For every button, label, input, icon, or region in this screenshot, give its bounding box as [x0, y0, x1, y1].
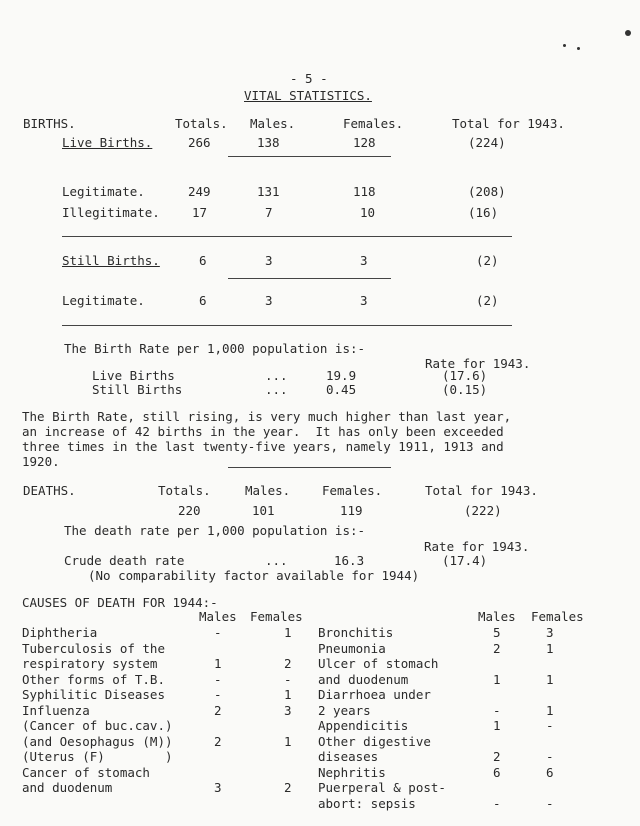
divider [228, 156, 391, 157]
causes-left-col-males: Males [199, 609, 237, 624]
births-row-label: Legitimate. [62, 184, 145, 199]
births-col-totals: Totals. [175, 116, 228, 131]
deaths-col-males: Males. [245, 483, 291, 498]
cause-label: respiratory system [22, 656, 158, 671]
births-row-males: 131 [257, 184, 280, 199]
births-row-totals: 6 [199, 253, 207, 268]
cause-males-count: 1 [214, 656, 222, 671]
births-row-totals: 266 [188, 135, 211, 150]
still-births-rate: 0.45 [326, 382, 357, 397]
cause-females-count: 6 [546, 764, 554, 780]
births-row-label: Still Births. [62, 253, 160, 268]
birth-rate-paragraph-line: 1920. [22, 454, 60, 469]
death-rate-for: Rate for 1943. [424, 539, 530, 554]
cause-males-count: 6 [493, 764, 501, 780]
cause-label: Tuberculosis of the [22, 640, 165, 656]
divider [62, 236, 512, 237]
cause-label: (Uterus (F) ) [22, 749, 173, 764]
cause-females-count: - [546, 749, 554, 764]
ink-speck [625, 30, 631, 36]
births-col-total-for: Total for 1943. [452, 116, 565, 131]
cause-label: diseases [318, 749, 379, 764]
causes-right-col-males: Males [478, 609, 516, 624]
births-row-males: 7 [265, 205, 273, 220]
cause-label: and duodenum [318, 671, 409, 687]
births-row-totals: 6 [199, 293, 207, 308]
cause-label: Ulcer of stomach [318, 656, 439, 671]
deaths-col-totals: Totals. [158, 483, 211, 498]
cause-females-count: 2 [284, 780, 292, 795]
cause-males-count: - [214, 625, 222, 640]
comparability-note: (No comparability factor available for 1944) [88, 568, 420, 583]
deaths-label: DEATHS. [23, 483, 76, 498]
births-row-prev: (2) [476, 293, 499, 308]
live-births-rate-prev: (17.6) [442, 368, 488, 383]
divider [228, 467, 391, 468]
crude-death-dots: ... [265, 553, 288, 568]
births-row-females: 3 [360, 293, 368, 308]
deaths-females: 119 [340, 503, 363, 518]
births-row-females: 118 [353, 184, 376, 199]
cause-females-count: 1 [546, 702, 554, 718]
cause-females-count: 3 [546, 625, 554, 640]
cause-label: and duodenum [22, 780, 113, 795]
still-births-rate-prev: (0.15) [442, 382, 488, 397]
page-heading: VITAL STATISTICS. [244, 88, 372, 103]
cause-females-count: 1 [546, 671, 554, 687]
birth-rate-intro: The Birth Rate per 1,000 population is:- [64, 341, 366, 356]
cause-label: Diphtheria [22, 625, 98, 640]
birth-rate-for: Rate for 1943. [425, 356, 531, 371]
cause-females-count: 3 [284, 702, 292, 718]
deaths-totals: 220 [178, 503, 201, 518]
births-row-prev: (16) [468, 205, 499, 220]
live-births-rate: 19.9 [326, 368, 357, 383]
crude-death-rate-prev: (17.4) [442, 553, 488, 568]
live-births-rate-label: Live Births [92, 368, 175, 383]
cause-label: Syphilitic Diseases [22, 687, 165, 702]
cause-females-count: 1 [284, 733, 292, 749]
births-row-males: 138 [257, 135, 280, 150]
crude-death-rate: 16.3 [334, 553, 365, 568]
cause-males-count: 1 [493, 671, 501, 687]
divider [62, 325, 512, 326]
cause-label: Puerperal & post- [318, 780, 446, 795]
cause-label: (Cancer of buc.cav.) [22, 718, 173, 733]
deaths-prev: (222) [464, 503, 502, 518]
cause-label: (and Oesophagus (M)) [22, 733, 173, 749]
cause-females-count: - [546, 795, 554, 811]
births-label: BIRTHS. [23, 116, 76, 131]
cause-females-count: 1 [546, 640, 554, 656]
births-row-label: Legitimate. [62, 293, 145, 308]
births-row-totals: 17 [192, 205, 208, 220]
cause-males-count: 2 [214, 733, 222, 749]
deaths-males: 101 [252, 503, 275, 518]
cause-label: 2 years [318, 702, 371, 718]
cause-males-count: - [493, 702, 501, 718]
births-row-label: Live Births. [62, 135, 153, 150]
birth-rate-paragraph-line: The Birth Rate, still rising, is very much higher than last year, [22, 409, 512, 424]
divider [228, 278, 391, 279]
live-births-dots: ... [265, 368, 288, 383]
cause-label: Bronchitis [318, 625, 394, 640]
cause-label: Cancer of stomach [22, 764, 150, 780]
cause-males-count: 1 [493, 718, 501, 733]
still-births-dots: ... [265, 382, 288, 397]
birth-rate-paragraph-line: an increase of 42 births in the year. It has only been exceeded [22, 424, 504, 439]
cause-label: Influenza [22, 702, 90, 718]
cause-males-count: 3 [214, 780, 222, 795]
cause-females-count: - [284, 671, 292, 687]
cause-label: Other digestive [318, 733, 431, 749]
cause-males-count: - [214, 687, 222, 702]
cause-males-count: 5 [493, 625, 501, 640]
crude-death-rate-label: Crude death rate [64, 553, 185, 568]
page-number: - 5 - [290, 71, 328, 86]
cause-females-count: 2 [284, 656, 292, 671]
cause-males-count: - [214, 671, 222, 687]
births-row-label: Illegitimate. [62, 205, 160, 220]
births-row-prev: (224) [468, 135, 506, 150]
births-row-prev: (208) [468, 184, 506, 199]
birth-rate-paragraph-line: three times in the last twenty-five years, namely 1911, 1913 and [22, 439, 504, 454]
cause-females-count: - [546, 718, 554, 733]
still-births-rate-label: Still Births [92, 382, 183, 397]
ink-speck [577, 47, 580, 50]
causes-left-col-females: Females [250, 609, 303, 624]
death-rate-intro: The death rate per 1,000 population is:- [64, 523, 366, 538]
births-row-females: 10 [360, 205, 376, 220]
births-row-females: 128 [353, 135, 376, 150]
births-row-females: 3 [360, 253, 368, 268]
births-row-prev: (2) [476, 253, 499, 268]
causes-heading: CAUSES OF DEATH FOR 1944:- [22, 595, 218, 610]
causes-right-col-females: Females [531, 609, 584, 624]
births-col-females: Females. [343, 116, 404, 131]
cause-label: Other forms of T.B. [22, 671, 165, 687]
deaths-col-total-for: Total for 1943. [425, 483, 538, 498]
births-col-males: Males. [250, 116, 296, 131]
cause-males-count: 2 [493, 640, 501, 656]
cause-label: Appendicitis [318, 718, 409, 733]
cause-label: Nephritis [318, 764, 386, 780]
cause-label: Diarrhoea under [318, 687, 431, 702]
cause-females-count: 1 [284, 687, 292, 702]
cause-males-count: 2 [214, 702, 222, 718]
ink-speck [563, 44, 566, 47]
cause-males-count: - [493, 795, 501, 811]
births-row-males: 3 [265, 293, 273, 308]
deaths-col-females: Females. [322, 483, 383, 498]
cause-males-count: 2 [493, 749, 501, 764]
cause-females-count: 1 [284, 625, 292, 640]
cause-label: Pneumonia [318, 640, 386, 656]
births-row-males: 3 [265, 253, 273, 268]
births-row-totals: 249 [188, 184, 211, 199]
cause-label: abort: sepsis [318, 795, 416, 811]
